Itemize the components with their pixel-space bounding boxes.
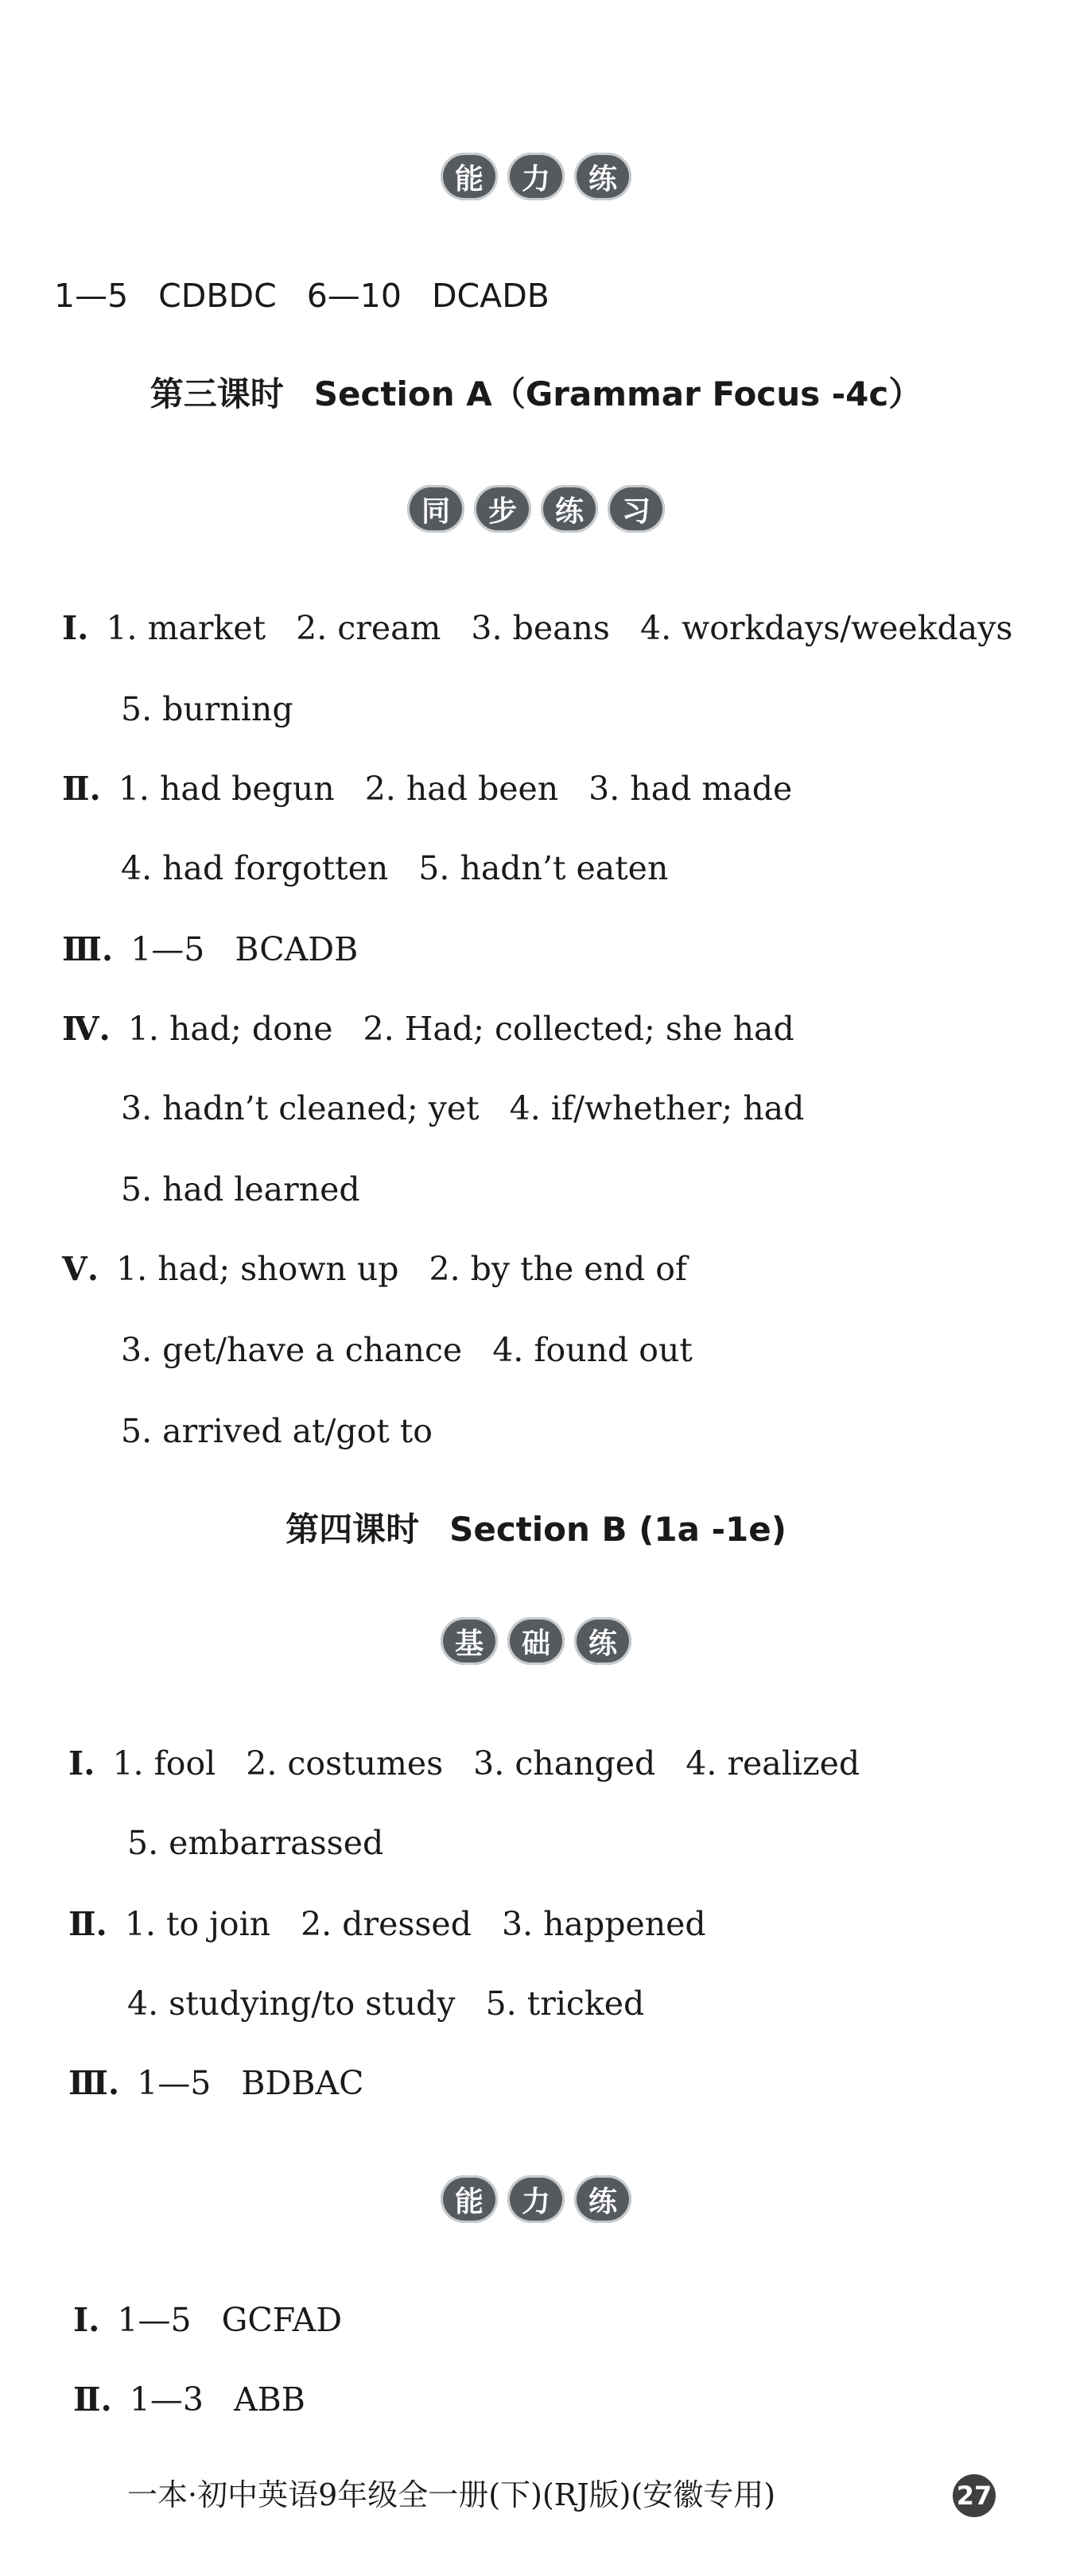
answer-line bbox=[68, 2059, 364, 2107]
answer-line bbox=[62, 604, 1012, 652]
roman-label: Ⅲ. bbox=[68, 2064, 120, 2102]
badge-char: 能 bbox=[441, 2175, 498, 2223]
answer-line bbox=[121, 1084, 804, 1132]
footer-text: 一本·初中英语9年级全一册(下)(RJ版)(安徽专用) bbox=[127, 2477, 776, 2512]
lesson-number: 第三课时 bbox=[150, 374, 284, 413]
page-number: 27 bbox=[953, 2474, 996, 2517]
badge-char: 力 bbox=[507, 153, 565, 200]
answer-item: 5. burning bbox=[121, 690, 293, 728]
answer-line bbox=[121, 1326, 693, 1374]
answer-line bbox=[62, 765, 792, 813]
answer-line bbox=[73, 2376, 305, 2423]
answer-item: 1—3 bbox=[129, 2380, 204, 2419]
answer-item: 1—5 bbox=[117, 2301, 192, 2339]
answer-item: 2. dressed bbox=[301, 1905, 472, 1943]
answer-line bbox=[54, 272, 550, 320]
answer-item: 1—5 bbox=[130, 930, 205, 968]
answer-item: 5. hadn’t eaten bbox=[418, 849, 669, 887]
answer-item: 1. had; shown up bbox=[116, 1250, 399, 1288]
answer-line bbox=[62, 925, 358, 973]
badge-char: 习 bbox=[608, 485, 665, 533]
answer-item: 1. to join bbox=[124, 1905, 271, 1943]
answer-item: 5. tricked bbox=[485, 1984, 645, 2023]
answer-line bbox=[121, 685, 293, 733]
answer-line bbox=[127, 1819, 383, 1867]
lesson-title: Section B (1a -1e) bbox=[449, 1510, 787, 1549]
badge-char: 同 bbox=[407, 485, 464, 533]
answer-item: 3. hadn’t cleaned; yet bbox=[121, 1089, 480, 1127]
answer-item: 4. found out bbox=[492, 1331, 693, 1369]
answer-line bbox=[62, 1005, 794, 1053]
answer-line bbox=[68, 1900, 706, 1948]
answer-item: BCADB bbox=[235, 930, 359, 968]
badge-char: 练 bbox=[574, 2175, 631, 2223]
roman-label: Ⅲ. bbox=[62, 930, 114, 968]
answer-item: 2. had been bbox=[364, 770, 559, 808]
badge-char: 步 bbox=[474, 485, 531, 533]
roman-label: Ⅳ. bbox=[62, 1010, 111, 1048]
lesson-heading bbox=[0, 370, 1072, 418]
answer-item: 1. had begun bbox=[118, 770, 335, 808]
answer-item: 1. fool bbox=[112, 1744, 216, 1783]
answer-line bbox=[121, 1407, 433, 1455]
answer-item: 4. studying/to study bbox=[127, 1984, 456, 2023]
answer-item: 4. if/whether; had bbox=[509, 1089, 805, 1127]
roman-label: Ⅱ. bbox=[73, 2380, 112, 2419]
answer-line bbox=[121, 844, 668, 892]
answer-item: 1. market bbox=[106, 609, 266, 647]
answers: DCADB bbox=[431, 277, 550, 315]
badge-char: 练 bbox=[574, 153, 631, 200]
answer-item: GCFAD bbox=[221, 2301, 343, 2339]
answer-item: 5. had learned bbox=[121, 1170, 360, 1208]
roman-label: Ⅱ. bbox=[68, 1905, 107, 1943]
badge-char: 练 bbox=[541, 485, 598, 533]
answer-line bbox=[73, 2296, 342, 2344]
answer-item: 4. realized bbox=[686, 1744, 860, 1783]
roman-label: Ⅰ. bbox=[62, 609, 89, 647]
range: 6—10 bbox=[306, 277, 402, 315]
roman-label: Ⅴ. bbox=[62, 1250, 99, 1288]
answer-item: 3. get/have a chance bbox=[121, 1331, 463, 1369]
answer-item: 3. beans bbox=[471, 609, 610, 647]
answer-item: 3. had made bbox=[588, 770, 793, 808]
answer-item: 3. happened bbox=[501, 1905, 706, 1943]
answer-item: 4. workdays/weekdays bbox=[639, 609, 1013, 647]
answer-line bbox=[62, 1245, 687, 1293]
badge-char: 力 bbox=[507, 2175, 565, 2223]
lesson-title: Section A（Grammar Focus -4c） bbox=[313, 374, 922, 413]
badge-char: 能 bbox=[441, 153, 498, 200]
answers: CDBDC bbox=[158, 277, 277, 315]
answer-item: 2. Had; collected; she had bbox=[363, 1010, 794, 1048]
answer-item: 3. changed bbox=[473, 1744, 656, 1783]
answer-item: 5. arrived at/got to bbox=[121, 1412, 433, 1450]
ability-practice-badge bbox=[0, 153, 1072, 200]
roman-label: Ⅰ. bbox=[68, 1744, 95, 1783]
answer-item: BDBAC bbox=[241, 2064, 364, 2102]
answer-item: ABB bbox=[234, 2380, 305, 2419]
answer-line bbox=[121, 1166, 360, 1213]
ability-practice-badge bbox=[0, 2175, 1072, 2223]
answer-item: 1. had; done bbox=[127, 1010, 333, 1048]
roman-label: Ⅰ. bbox=[73, 2301, 100, 2339]
badge-char: 基 bbox=[441, 1617, 498, 1665]
answer-line bbox=[68, 1740, 860, 1787]
lesson-heading bbox=[0, 1506, 1072, 1554]
roman-label: Ⅱ. bbox=[62, 770, 101, 808]
lesson-number: 第四课时 bbox=[285, 1510, 420, 1549]
answer-item: 2. by the end of bbox=[429, 1250, 688, 1288]
sync-practice-badge bbox=[0, 485, 1072, 533]
answer-item: 4. had forgotten bbox=[121, 849, 389, 887]
basic-practice-badge bbox=[0, 1617, 1072, 1665]
answer-item: 1—5 bbox=[137, 2064, 212, 2102]
answer-line bbox=[127, 1980, 644, 2027]
badge-char: 础 bbox=[507, 1617, 565, 1665]
answer-item: 2. costumes bbox=[246, 1744, 444, 1783]
badge-char: 练 bbox=[574, 1617, 631, 1665]
answer-item: 5. embarrassed bbox=[127, 1824, 384, 1862]
range: 1—5 bbox=[54, 277, 129, 315]
answer-item: 2. cream bbox=[296, 609, 441, 647]
